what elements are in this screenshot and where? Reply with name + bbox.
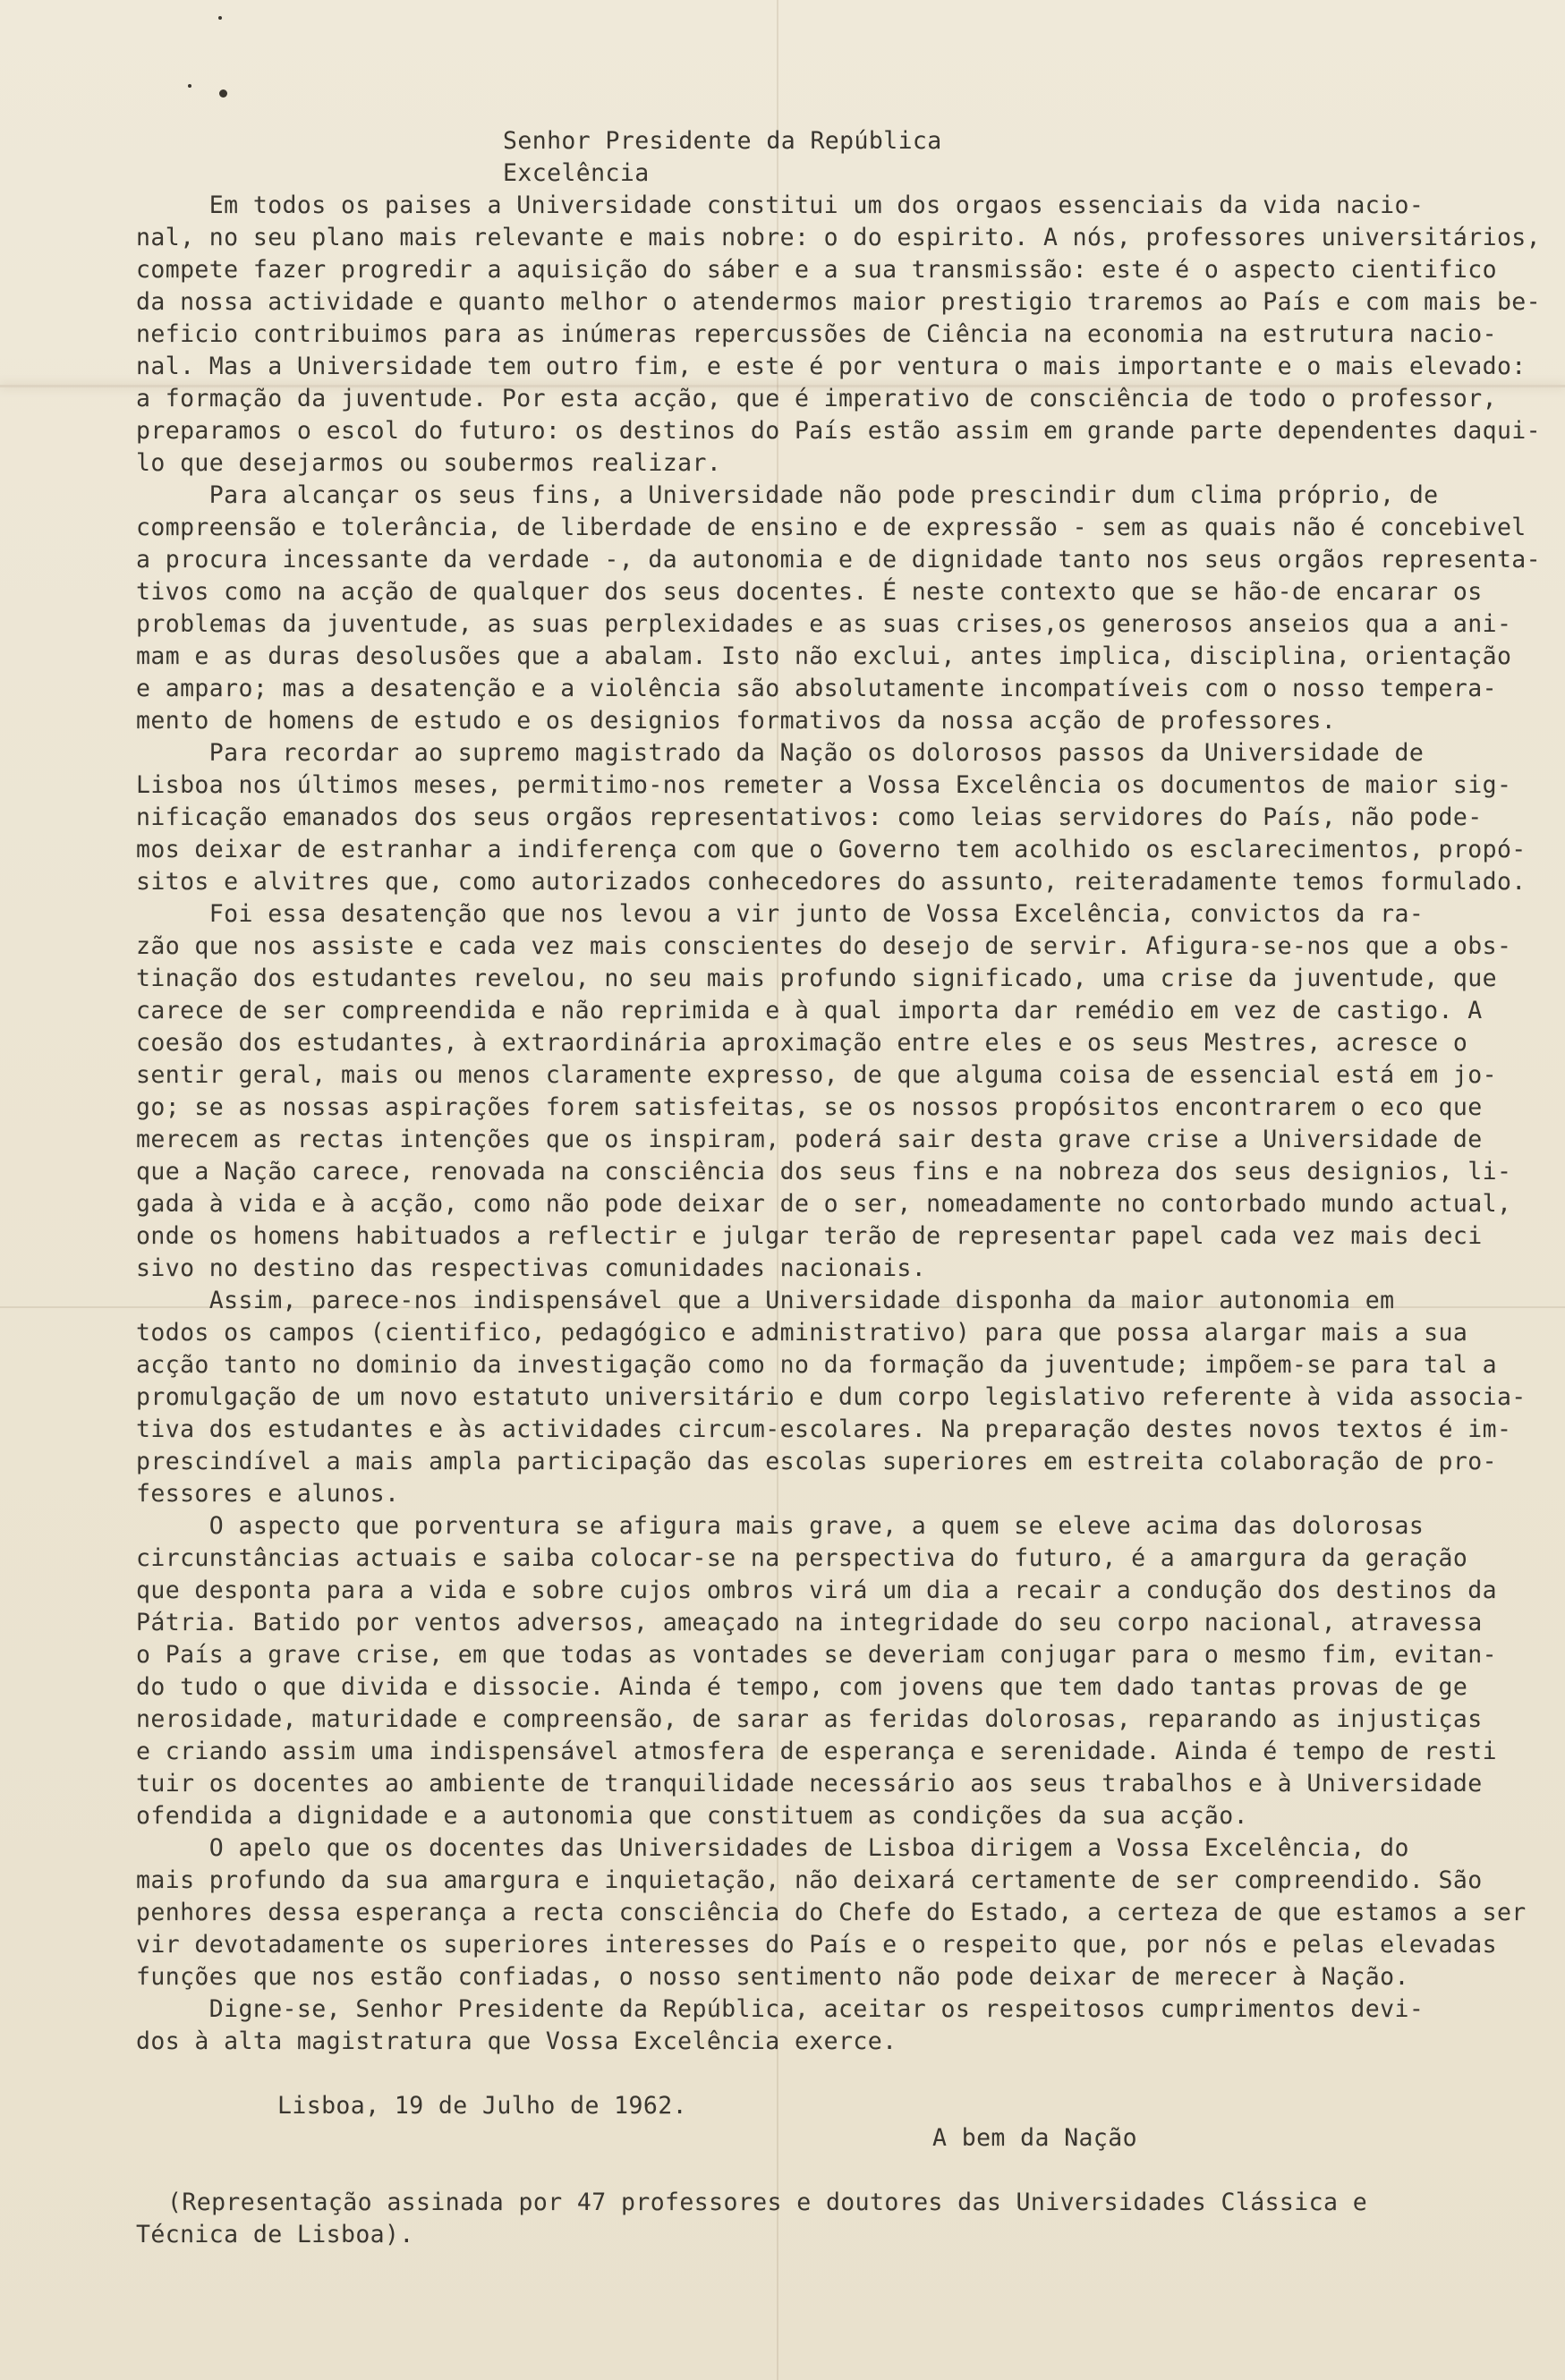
body-line: problemas da juventude, as suas perplexidades e as suas crises,os generosos anseios qua a ani- (136, 610, 1512, 638)
body-line: penhores dessa esperança a recta consciência do Chefe do Estado, a certeza de que estamos a ser (136, 1899, 1527, 1926)
body-line: Para alcançar os seus fins, a Universidade não pode prescindir dum clima próprio, de (136, 481, 1439, 509)
body-line: que a Nação carece, renovada na consciência dos seus fins e na nobreza dos seus designios, li- (136, 1158, 1512, 1186)
body-line: nal, no seu plano mais relevante e mais nobre: o do espirito. A nós, professores universitários, (136, 224, 1542, 251)
body-line: sitos e alvitres que, como autorizados conhecedores do assunto, reiteradamente temos formulado. (136, 868, 1527, 896)
body-line: O apelo que os docentes das Universidades de Lisboa dirigem a Vossa Excelência, do (136, 1834, 1409, 1862)
body-line: neficio contribuimos para as inúmeras repercussões de Ciência na economia na estrutura nacio- (136, 320, 1497, 348)
body-line: gada à vida e à acção, como não pode deixar de o ser, nomeadamente no contorbado mundo actual, (136, 1190, 1512, 1218)
body-line: Foi essa desatenção que nos levou a vir junto de Vossa Excelência, convictos da ra- (136, 900, 1425, 928)
body-line: Para recordar ao supremo magistrado da Nação os dolorosos passos da Universidade de (136, 739, 1425, 767)
body-line: funções que nos estão confiadas, o nosso sentimento não pode deixar de merecer à Nação. (136, 1963, 1409, 1991)
body-line: todos os campos (cientifico, pedagógico e administrativo) para que possa alargar mais a sua (136, 1319, 1468, 1347)
body-line: nal. Mas a Universidade tem outro fim, e este é por ventura o mais importante e o mais elevado: (136, 353, 1527, 380)
body-line: mos deixar de estranhar a indiferença com que o Governo tem acolhido os esclarecimentos, propó- (136, 836, 1527, 863)
body-line: mento de homens de estudo e os designios formativos da nossa acção de professores. (136, 707, 1337, 735)
ink-smudge (219, 89, 227, 98)
body-line: do tudo o que divida e dissocie. Ainda é tempo, com jovens que tem dado tantas provas de ge (136, 1673, 1468, 1701)
body-line: ofendida a dignidade e a autonomia que constituem as condições da sua acção. (136, 1802, 1248, 1830)
body-line: coesão dos estudantes, à extraordinária aproximação entre eles e os seus Mestres, acresce o (136, 1029, 1468, 1057)
body-line: lo que desejarmos ou soubermos realizar. (136, 449, 722, 477)
body-line: sentir geral, mais ou menos claramente expresso, de que alguma coisa de essencial está em jo- (136, 1061, 1497, 1089)
salutation-line: Excelência (503, 159, 650, 187)
body-line: acção tanto no dominio da investigação como no da formação da juventude; impõem-se para tal a (136, 1351, 1497, 1379)
ink-smudge (188, 84, 191, 88)
body-line: que desponta para a vida e sobre cujos ombros virá um dia a recair a condução dos destinos da (136, 1577, 1497, 1604)
body-line: nificação emanados dos seus orgãos representativos: como leias servidores do País, não pode- (136, 803, 1483, 831)
date-line: Lisboa, 19 de Julho de 1962. (277, 2092, 687, 2120)
body-line: compreensão e tolerância, de liberdade de ensino e de expressão - sem as quais não é concebivel (136, 514, 1527, 541)
body-line: carece de ser compreendida e não reprimida e à qual importa dar remédio em vez de castigo. A (136, 997, 1483, 1024)
letter-body (136, 190, 1542, 2058)
ink-smudge (218, 16, 222, 20)
body-line: mam e as duras desolusões que a abalam. Isto não exclui, antes implica, disciplina, orientação (136, 642, 1512, 670)
body-line: onde os homens habituados a reflectir e julgar terão de representar papel cada vez mais deci (136, 1222, 1483, 1250)
body-line: prescindível a mais ampla participação das escolas superiores em estreita colaboração de pro- (136, 1448, 1497, 1475)
body-line: tiva dos estudantes e às actividades circum-escolares. Na preparação destes novos textos é im- (136, 1415, 1512, 1443)
body-line: Digne-se, Senhor Presidente da República, aceitar os respeitosos cumprimentos devi- (136, 1995, 1425, 2023)
body-line: da nossa actividade e quanto melhor o atendermos maior prestigio traremos ao País e com mais be- (136, 288, 1542, 316)
body-line: preparamos o escol do futuro: os destinos do País estão assim em grande parte dependentes daqui- (136, 417, 1542, 445)
body-line: Assim, parece-nos indispensável que a Universidade disponha da maior autonomia em (136, 1287, 1395, 1314)
body-line: promulgação de um novo estatuto universitário e dum corpo legislativo referente à vida associa- (136, 1383, 1527, 1411)
body-line: merecem as rectas intenções que os inspiram, poderá sair desta grave crise a Universidade de (136, 1126, 1483, 1153)
body-line: tivos como na acção de qualquer dos seus docentes. É neste contexto que se hão-de encarar os (136, 578, 1483, 606)
body-line: tinação dos estudantes revelou, no seu mais profundo significado, uma crise da juventude, que (136, 965, 1497, 992)
body-line: fessores e alunos. (136, 1480, 400, 1508)
body-line: e criando assim uma indispensável atmosfera de esperança e serenidade. Ainda é tempo de resti (136, 1738, 1497, 1765)
closing-line: A bem da Nação (932, 2124, 1137, 2152)
body-line: go; se as nossas aspirações forem satisfeitas, se os nossos propósitos encontrarem o eco que (136, 1093, 1483, 1121)
body-line: mais profundo da sua amargura e inquietação, não deixará certamente de ser compreendido. São (136, 1866, 1483, 1894)
body-line: circunstâncias actuais e saiba colocar-se na perspectiva do futuro, é a amargura da geração (136, 1544, 1468, 1572)
body-line: a formação da juventude. Por esta acção, que é imperativo de consciência de todo o professor, (136, 385, 1497, 412)
body-line: O aspecto que porventura se afigura mais grave, a quem se eleve acima das dolorosas (136, 1512, 1425, 1540)
body-line: Em todos os paises a Universidade constitui um dos orgaos essenciais da vida nacio- (136, 191, 1425, 219)
body-line: vir devotadamente os superiores interesses do País e o respeito que, por nós e pelas elevadas (136, 1931, 1497, 1959)
body-line: tuir os docentes ao ambiente de tranquilidade necessário aos seus trabalhos e à Universidade (136, 1770, 1483, 1798)
signature-note: Técnica de Lisboa). (136, 2221, 414, 2248)
body-line: e amparo; mas a desatenção e a violência são absolutamente incompatíveis com o nosso tempera- (136, 675, 1497, 702)
body-line: dos à alta magistratura que Vossa Excelência exerce. (136, 2027, 897, 2055)
body-line: o País a grave crise, em que todas as vontades se deveriam conjugar para o mesmo fim, evitan- (136, 1641, 1497, 1669)
body-line: nerosidade, maturidade e compreensão, de sarar as feridas dolorosas, reparando as injustiças (136, 1705, 1483, 1733)
body-line: Pátria. Batido por ventos adversos, ameaçado na integridade do seu corpo nacional, atravessa (136, 1609, 1483, 1636)
body-line: Lisboa nos últimos meses, permitimo-nos remeter a Vossa Excelência os documentos de maior sig- (136, 771, 1512, 799)
body-line: compete fazer progredir a aquisição do sáber e a sua transmissão: este é o aspecto cientifico (136, 256, 1497, 284)
body-line: sivo no destino das respectivas comunidades nacionais. (136, 1254, 927, 1282)
body-line: a procura incessante da verdade -, da autonomia e de dignidade tanto nos seus orgãos representa- (136, 546, 1542, 574)
letter-text (136, 125, 1542, 2251)
signature-note: (Representação assinada por 47 professores e doutores das Universidades Clássica e (167, 2189, 1368, 2216)
salutation-line: Senhor Presidente da República (503, 127, 942, 155)
body-line: zão que nos assiste e cada vez mais conscientes do desejo de servir. Afigura-se-nos que a obs- (136, 932, 1512, 960)
